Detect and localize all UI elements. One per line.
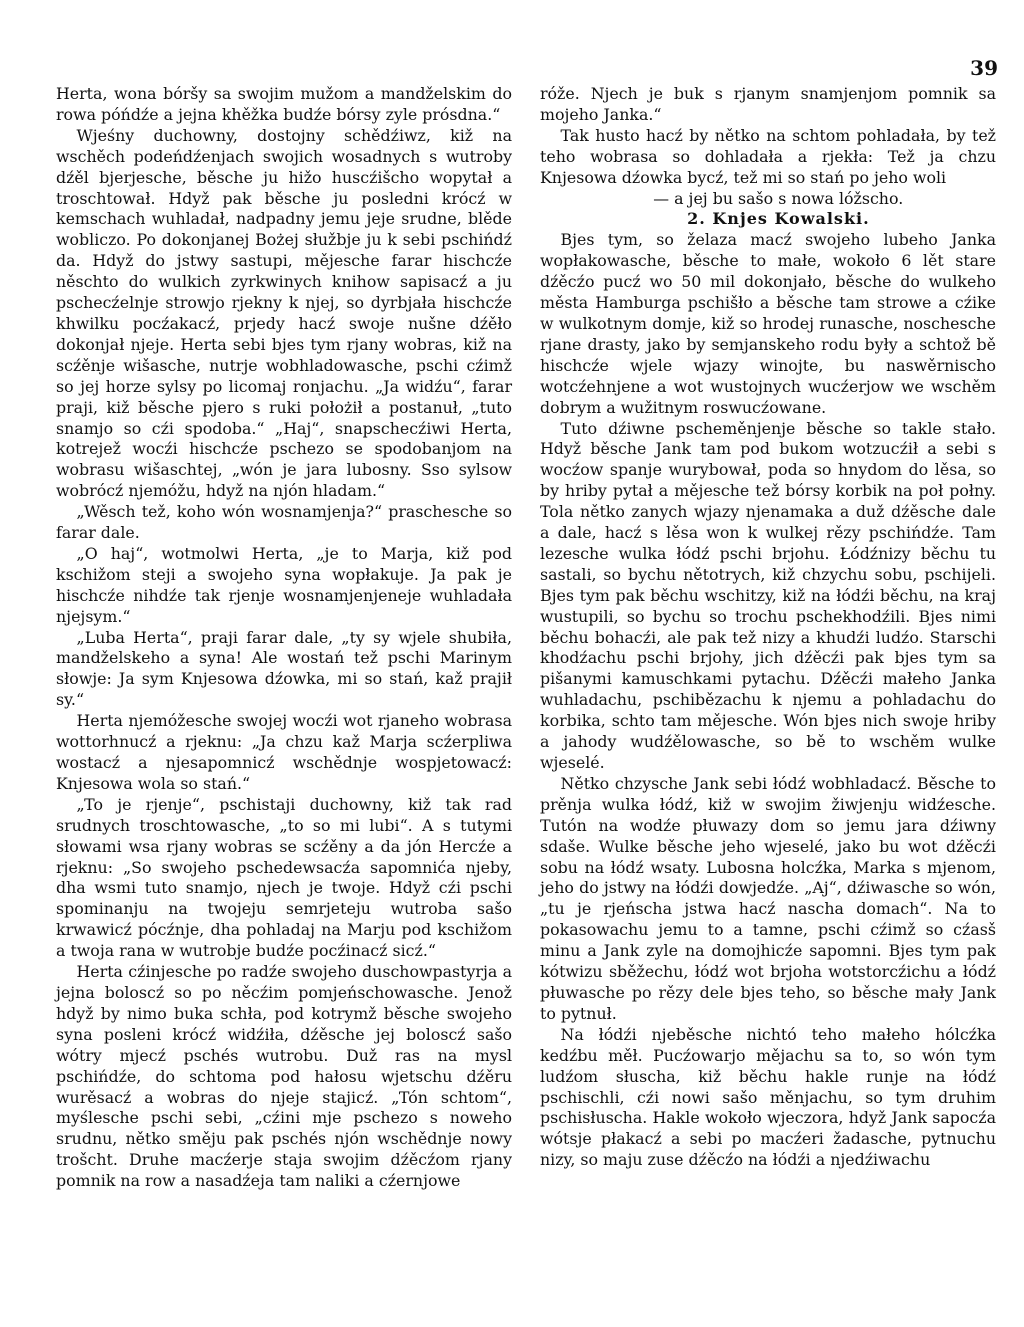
paragraph: Wjeśny duchowny, dostojny schědźiwz, kiž na wschěch podeńdźenjach swojich wosadnych s wutroby dźěl bjerjesche, běsche ju hižo huscźišcho wopytał a troschtował. Hdyž pak běsche ju posledni krócź w kemschach wuhladał, nadpadny jemu jeje srudne, blěde wobliczo. Po dokonjanej Bożej słužbje ju k sebi pschińdź da. Hdyž do jstwy sastupi, mějesche farar hischcźe něschto do wulkich zyrkwinych knihow sapisacź a ju pschecźelnje strowjo rjekny k njej, so dyrbjała hischcźe khwilku pocźakacź, prjedy hacź swoje nušne dźěło dokonjał njeje. Herta sebi bjes tym rjany wobras, kiž na scźěnje wišasche, nutrje wobhladowasche, pschi cźimž so jej horze sylsy po licomaj ronjachu. „Ja widźu“, farar praji, kiž běsche pjero s ruki położił a postanuł, „tuto snamjo so cźi spodoba.“ „Haj“, snapschecźiwi Herta, kotrejež wocźi hischcźe pschezo se spodobanjom na wobrasu wišaschtej, „wón je jara lubosny. Sso sylsow wobrócź njemóžu, hdyž na njón hladam.“ xyxy=(56,125,512,501)
paragraph: Herta njemóžesche swojej wocźi wot rjaneho wobrasa wottorhnucź a rjeknu: „Ja chzu kaž Marja scźerpliwa wostacź a njesapomnicź wschědnje wospjetowacź: Knjesowa wola so stań.“ xyxy=(56,711,512,793)
paragraph: „O haj“, wotmolwi Herta, „je to Marja, kiž pod kschižom steji a swojeho syna wopłakuje. Ja pak je hischcźe nihdźe tak rjenje wosnamjenjeneje wuhladała njejsym.“ xyxy=(56,543,512,626)
chapter-heading: 2. Knjes Kowalski. xyxy=(687,209,870,229)
paragraph: Nětko chzysche Jank sebi łódź wobhladacź. Běsche to prěnja wulka łódź, kiž w swojim žiwjenju widźesche. Tutón na wodźe płuwazy dom so jemu jara dźiwny sdaše. Wulke běsche jeho wjeselé, jako bu wot dźěcźi sobu na łódź wsaty. Lubosna holcźka, Marka s mjenom, jeho do jstwy na łódźi dowjedźe. „Aj“, dźiwasche so wón, „tu je rjeńscha jstwa hacź nascha domach“. Na to pokasowachu jemu to a tamne, pschi cźimž so cźasš minu a Jank zyle na domojhicźe sapomni. Bjes tym pak kótwizu sběžechu, łódź wot brjoha wotstorcźichu a łódź płuwasche po rězy dele bjes teho, so běsche mały Jank to pytnuł. xyxy=(540,773,996,1023)
page-number: 39 xyxy=(970,56,998,80)
paragraph: róže. Njech je buk s rjanym snamjenjom pomnik sa mojeho Janka.“ xyxy=(540,84,996,124)
paragraph: Bjes tym, so želaza macź swojeho lubeho Janka wopłakowasche, běsche to małe, wokoło 6 lět stare dźěcźo pucź wo 50 mil dokonjało, běsche do wulkeho města Hamburga pschišło a běsche tam strowe a cźike w wulkotnym domje, kiž so hrodej runasche, noschesche rjane drasty, jako by semjanskeho rodu były a schtož bě hischcźe wjele wjazy winojte, bu naswěrnischo wotcźehnjene a wot wustojnych wucźerjow we wschěm dobrym a wužitnym roswucźowane. xyxy=(540,230,996,417)
right-column xyxy=(540,84,996,1171)
paragraph: Herta cźinjesche po radźe swojeho duschowpastyrja a jejna boloscź so po něcźim pomjeńschowasche. Jenož hdyž by nimo buka schła, pod kotrymž běsche swojeho syna posleni krócź widźiła, dźěsche jej boloscź sašo wótry mjecź pschés wutrobu. Duž ras na mysl pschińdźe, do schtoma pod hałosu wjetschu dźěru wurěsacź a wobras do njeje stajicź. „Tón schtom“, myślesche pschi sebi, „cźini mje pschezo s noweho srudnu, nětko směju pak pschés njón wschědnje nowy trošcht. Druhe macźerje staja swojim dźěcźom rjany pomnik na row a nasadźeja tam naliki a cźernjowe xyxy=(56,962,512,1191)
paragraph: Herta, wona bóršy sa swojim mužom a mandželskim do rowa póńdźe a jejna khěžka budźe bórsy zyle prósdna.“ xyxy=(56,84,512,124)
paragraph: Tak husto hacź by nětko na schtom pohladała, by tež teho wobrasa so dohladała a rjekła: Tež ja chzu Knjesowa dźowka bycź, tež mi so stań po jeho woli xyxy=(540,125,996,187)
paragraph: Tuto dźiwne pscheměnjenje běsche so takle stało. Hdyž běsche Jank tam pod bukom wotzucźił a sebi s wocźow spanje wurybował, poda so hnydom do lěsa, so by hriby pytał a mějesche tež bórsy korbik na poł połny. Tola nětko zanych wjazy njenamaka a duž dźěsche dale a dale, hacź s lěsa won k wulkej rězy pschińdźe. Tam lezesche wulka łódź pschi brjohu. Łódźnizy běchu tu sastali, so bychu nětotrych, kiž chzychu sobu, pschijeli. Bjes tym pak běchu wschitzy, kiž na łódźi běchu, na kraj wustupili, so bychu so trochu pschekhodźili. Bjes nimi běchu bohacźi, ale pak tež nizy a khudźi ludźo. Starschi khodźachu pschi brjohy, jich dźěcźi pak bjes tym sa pišanymi kamuschkami pytachu. Dźěcźi małeho Janka wuhladachu, pschibězachu k njemu a pohladachu do korbika, schto tam mějesche. Wón bjes nich swoje hriby a jahody wudźělowasche, so bě to wschěm wulke wjeselé. xyxy=(540,418,996,772)
paragraph: Na łódźi njeběsche nichtó teho małeho hólcźka kedźbu měł. Pucźowarjo mějachu sa to, so wón tym ludźom słuscha, kiž běchu hakle runje na łódź pschischli, cźi nowi sašo měnjachu, so tym druhim pschisłuscha. Hakle wokoło wjeczora, hdyž Jank sapocźa wótsje płakacź a sebi po macźeri žadasche, pytnuchu nizy, so maju zuse dźěcźo na łódźi a njedźiwachu xyxy=(540,1024,996,1170)
paragraph: „To je rjenje“, pschistaji duchowny, kiž tak rad srudnych troschtowasche, „to so mi lubi“. A s tutymi słowami wsa rjany wobras se scźěny a da jón Hercźe a rjeknu: „So swojeho pschedewsacźa sapomnića njeby, dha wsmi tuto snamjo, njech je twoje. Hdyž cźi pschi spominanju na twojeju semrjeteju wutroba sašo krwawicź pócźnje, dha pohladaj na Marju pod kschižom a twoja rana w wutrobje budźe pocźinacź sicź.“ xyxy=(56,794,512,961)
paragraph: „Luba Herta“, praji farar dale, „ty sy wjele shubiła, mandželskeho a syna! Ale wostań tež pschi Marinym słowje: Ja sym Knjesowa dźowka, mi so stań, kaž prajił sy.“ xyxy=(56,627,512,710)
verse-line: — a jej bu sašo s nowa lóžscho. xyxy=(653,188,904,208)
left-column xyxy=(56,84,512,1192)
paragraph: „Wěsch tež, koho wón wosnamjenja?“ praschesche so farar dale. xyxy=(56,502,512,543)
